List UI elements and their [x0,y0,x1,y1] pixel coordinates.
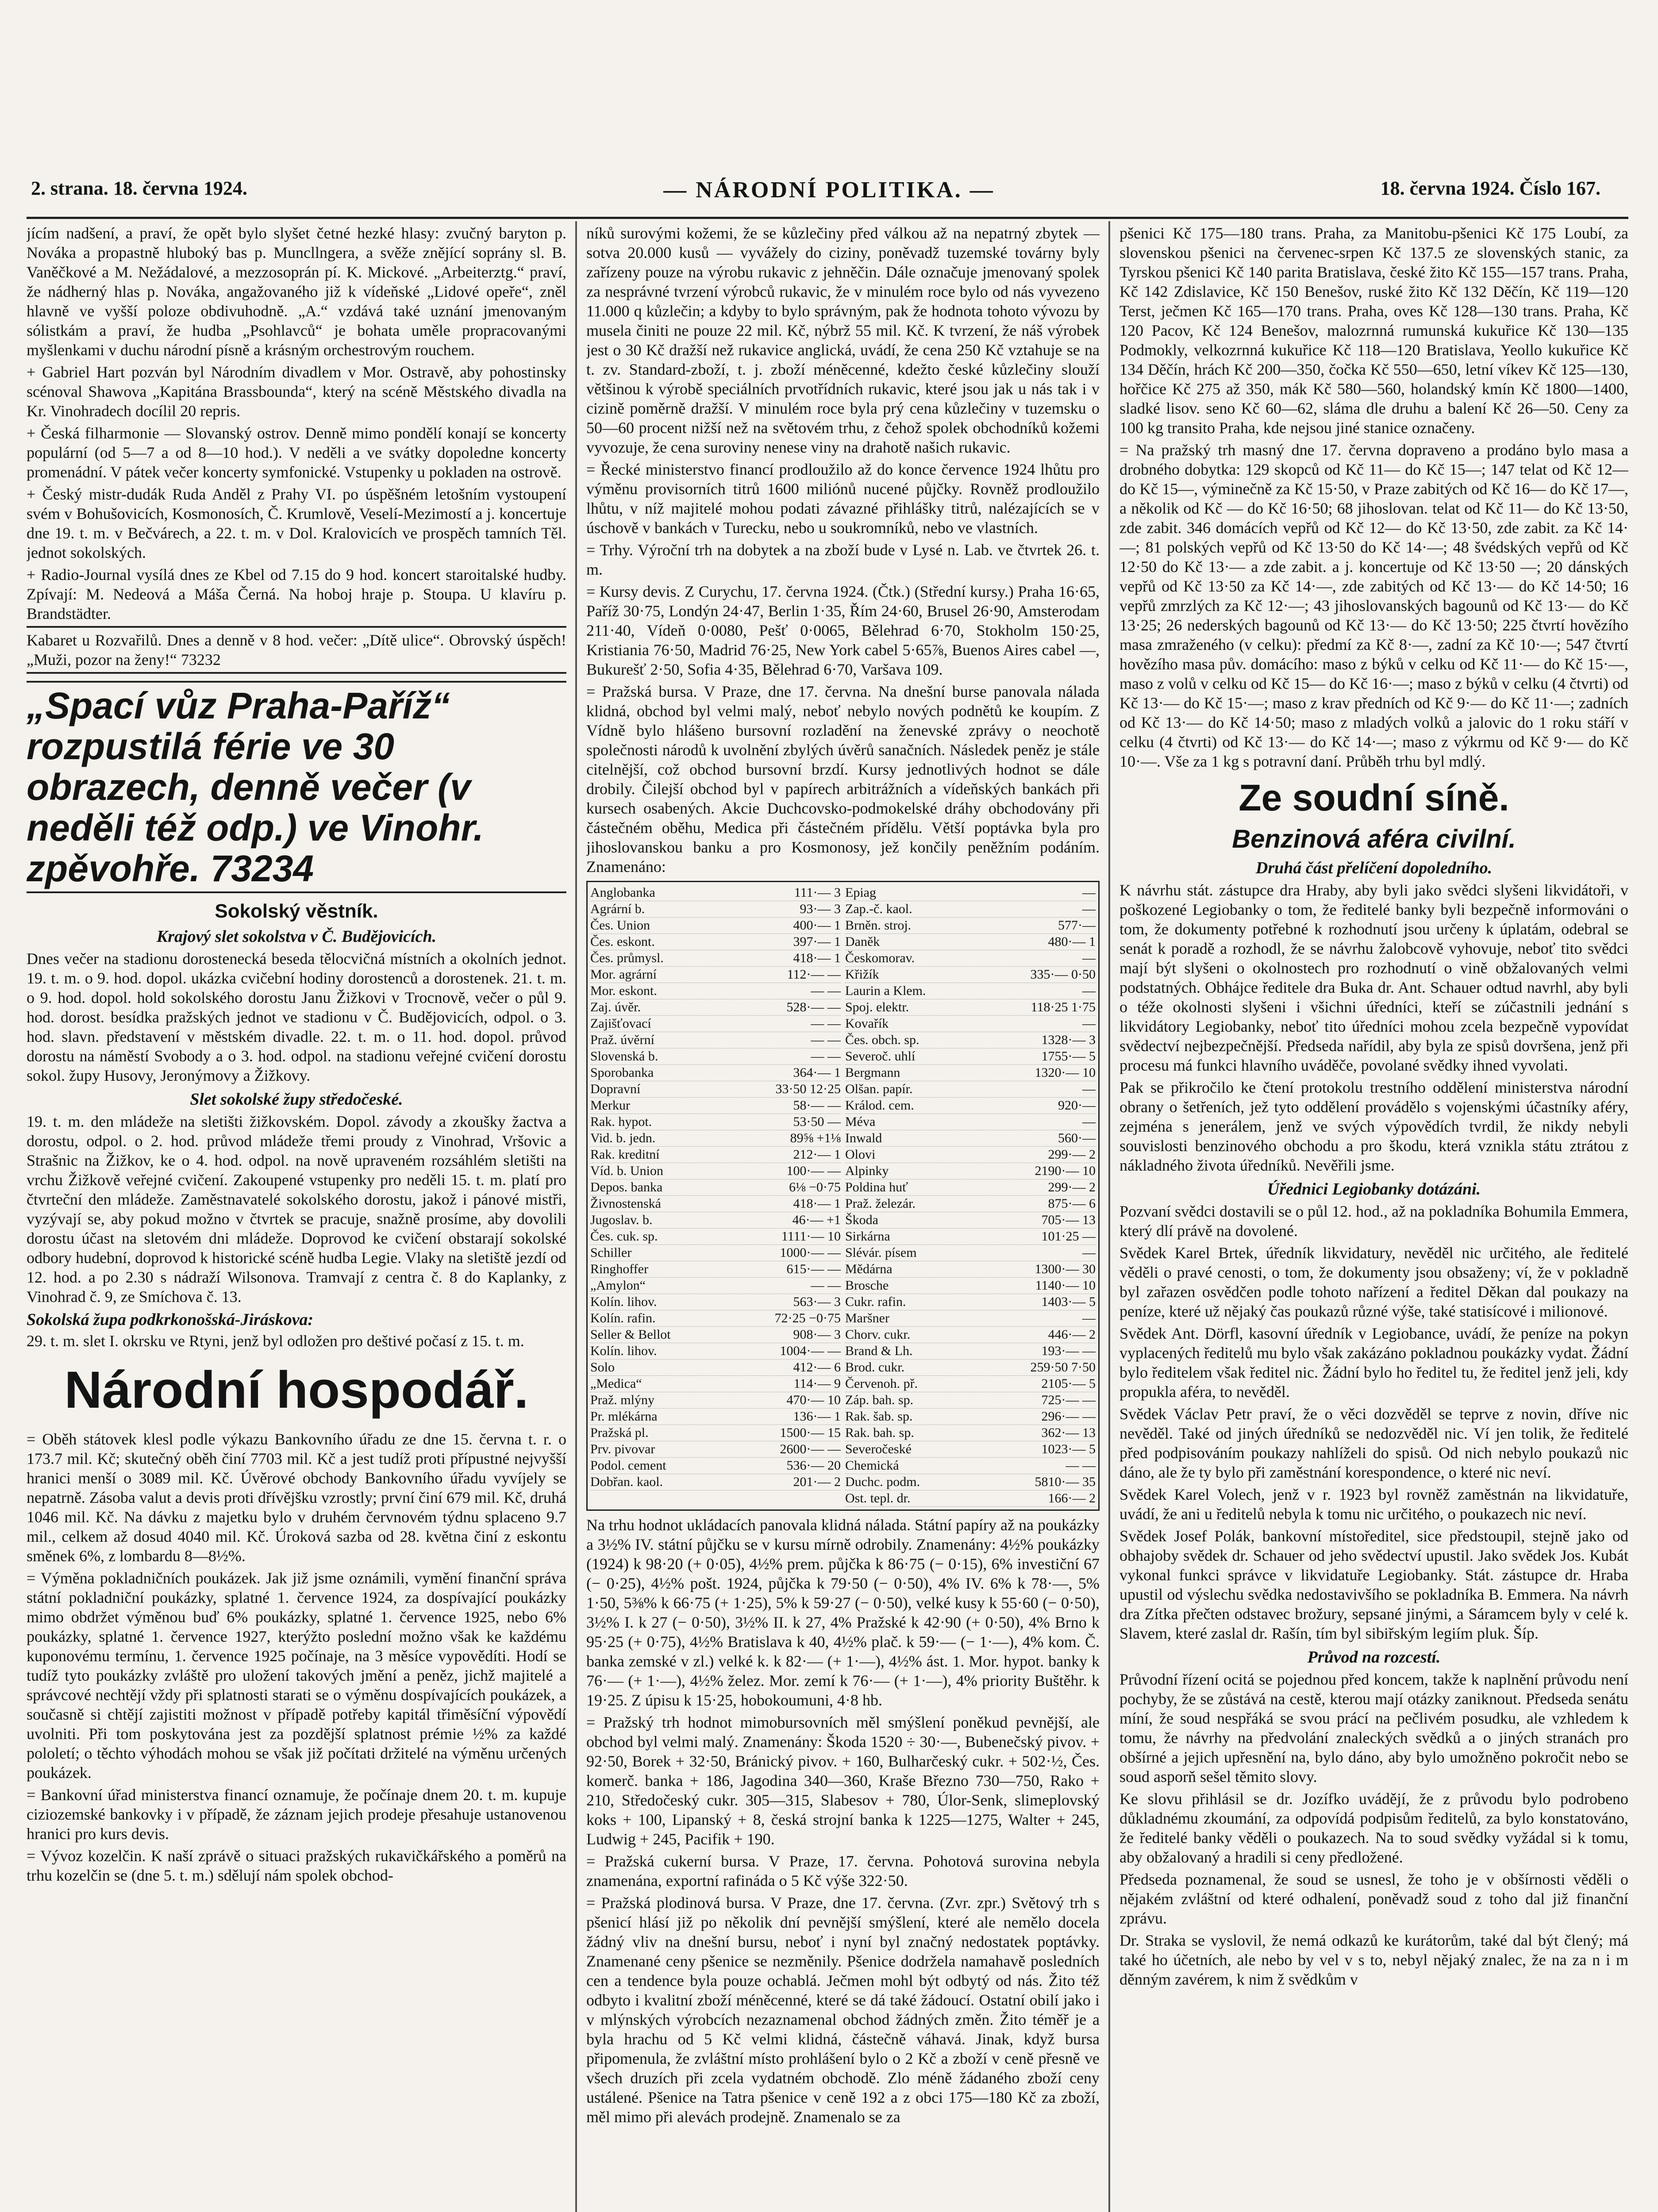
stock-row [845,1425,1096,1441]
stock-row [845,983,1096,999]
stock-cell: 5810·— 35 [1035,1475,1096,1489]
stock-cell: 418·— 1 [793,951,841,965]
article-text: = Pražská plodinová bursa. V Praze, dne 17. června. (Zvr. zpr.) Světový trh s pšenicí hlásí již po několik dní pevnější smýšlení, které ale nemělo docela žádný vliv na dnešní bursu, neboť i nyní byl značný nedostatek poptávky. Znamenané ceny pšenice se nezměnily. Pšenice dodržela namahavě posledních cen a tendence byla pouze ochablá. Ječmen mohl být odbytý od nás. Žito též odbyto i kvalitní zboží méněcenné, které se dá také žádoucí. Ostatní obilí jako i v mlýnských výrobcích nezaznamenal obchod žádných změn. Žito téměř je a byla hrachu od 5 Kč velmi klidná, částečně váhavá. Jinak, když bursa připomenula, že zvláštní místo prohlášení bylo o 2 Kč a zboží v ceně přesně ve všech druzích při zcela vydatném obchodě. Zlo méně žádaného zboží ceny ustálené. Pšenice na Tatra pšenice v ceně 192 a z obci 175—180 Kč za zboží, měl mimo při alevách prodejně. Znamenalo se za [586,1894,1100,2126]
stock-cell: 136·— 1 [793,1409,841,1424]
stock-row [845,1196,1096,1212]
stock-cell: — [1082,1114,1096,1129]
stock-row [845,1261,1096,1278]
stock-cell: 2600·— — [780,1442,841,1456]
stock-row [590,967,841,983]
stock-cell: 560·— [1058,1131,1096,1145]
stock-row [845,1278,1096,1294]
article-text: = Řecké ministerstvo financí prodloužilo až do konce července 1924 lhůtu pro výměnu provisorních titrů 1600 miliónů nucené půjčky. Rovněž prodloužilo lhůtu, v níž majitelé mohou podati závazné přihlášky titrů, nalézajících se v úschově v bankách v Turecku, nebo u soukromníků, nebo ve vlastních. [586,461,1100,537]
stock-row [590,1261,841,1278]
stock-row [845,1490,1096,1507]
stock-row [845,1179,1096,1196]
stock-cell: 528·— — [786,1000,841,1014]
stock-cell: 101·25 — [1041,1229,1096,1244]
stock-cell: Čes. obch. sp. [845,1033,919,1047]
stock-cell: Solo [590,1360,615,1375]
stock-cell: 58·— — [793,1098,841,1113]
stock-cell: — [1082,1082,1096,1096]
stock-cell: — [1082,951,1096,965]
article-text: + Gabriel Hart pozván byl Národním divadlem v Mor. Ostravě, aby pohostinsky scénoval Shawova „Kapitána Brassbounda“, který na scéně Městského divadla na Kr. Vinohradech docílil 20 repris. [27,363,566,420]
stock-row [845,1245,1096,1261]
stock-cell: Praž. železár. [845,1196,916,1211]
stock-row [590,1065,841,1081]
article-text: 29. t. m. slet I. okrsku ve Rtyni, jenž byl odložen pro deštivé počasí z 15. t. m. [27,1332,524,1350]
stock-cell: Chemická [845,1458,899,1473]
stock-cell: Daněk [845,934,880,949]
stock-cell: 1023·— 5 [1041,1442,1096,1456]
stock-cell: Rak. bah. sp. [845,1425,914,1440]
stock-cell: 470·— 10 [786,1393,841,1407]
advertisement: Kabaret u Rozvařilů. Dnes a denně v 8 hod. večer: „Dítě ulice“. Obrovský úspěch! „Muži, pozor na ženy!“ 73232 [27,626,566,674]
stock-cell: Zap.-č. kaol. [845,902,912,916]
stock-cell: 615·— — [786,1262,841,1276]
stock-row [845,1474,1096,1490]
stock-cell: 111·— 3 [794,885,841,900]
stock-cell: „Medica“ [590,1376,642,1391]
stock-cell: 362·— 13 [1041,1425,1096,1440]
stock-row [590,1179,841,1196]
stock-cell: 335·— 0·50 [1030,967,1096,982]
section-subtitle: Slet sokolské župy středočeské. [190,1090,403,1109]
stock-row [590,999,841,1016]
stock-row [845,1343,1096,1359]
stock-row [590,1310,841,1327]
stock-cell: 397·— 1 [793,934,841,949]
stock-cell: 89⅝ +1⅛ [790,1131,841,1145]
stock-cell: — [1082,1311,1096,1325]
stock-cell: Poldina huť [845,1180,908,1194]
article-text: = Oběh státovek klesl podle výkazu Bankovního úřadu ze dne 15. června t. r. o 173.7 mil. Kč; skutečný oběh činí 7703 mil. Kč a jest tudíž proti přípustné nejvyšší hranici menší o 3089 mil. Kč. Úvěrové obchody Bankovního úřadu vyvíjely se nepatrně. Zásoba valut a devis proti dřívějšku vzrostly; první činí 679 mil. Kč, druhá 1046 mil. Kč. Na dávku z majetku bylo v druhém červnovém týdnu splaceno 9.7 mil., celkem až dosud 4040 mil. Kč. Úroková sazba od 28. května činí z eskontu směnek 6%, z lombardu 8—8½%. [27,1430,566,1565]
stock-cell: Spoj. elektr. [845,1000,909,1014]
stock-row [590,1327,841,1343]
stock-cell: 875·— 6 [1048,1196,1096,1211]
stock-cell: 33·50 12·25 [775,1082,841,1096]
stock-cell: Zaj. úvěr. [590,1000,641,1014]
stock-cell: Zajišťovací [590,1016,651,1031]
stock-cell: Méva [845,1114,876,1129]
stock-cell: — — [811,1049,841,1064]
stock-cell: 1004·— — [780,1344,841,1358]
stock-cell: Depos. banka [590,1180,663,1194]
stock-cell: Kolín. lihov. [590,1344,657,1358]
stock-cell: Slovenská b. [590,1049,658,1064]
article-text: Průvodní řízení ocitá se pojednou před koncem, takže k naplnění průvodu není pochyby, že se zůstává na cestě, kterou mají otázky zaniknout. Předseda senátu míní, že soud nespřáká se svou prácí na pečlivém posudku, ale vzhledem k tomu, že návrhy na předvolání znaleckých svědků a o jiných stranách pro obšírné a jejich upřesnění na, bylo dáno, aby bylo umožněno pokročit nebo se soud asporň sešel těmito slovy. [1119,1671,1628,1786]
stock-row [590,1343,841,1359]
section-title-large: Národní hospodář. [64,1361,529,1419]
stock-cell: Ringhoffer [590,1262,649,1276]
article-text: = Kursy devis. Z Curychu, 17. června 1924. (Čtk.) (Střední kursy.) Praha 16·65, Paříž 30·75, Londýn 24·47, Berlin 1·35, Řím 24·60, Brusel 26·90, Amsterodam 211·40, Vídeň 0·0080, Pešť 0·0065, Bělehrad 6·70, Stokholm 150·25, Kristiania 76·50, Madrid 76·25, New York cabel 5·65⅞, Buenos Aires cabel —, Bukurešť 2·50, Sofia 4·35, Bělehrad 6·70, Varšava 109. [586,583,1100,678]
masthead-title: — NÁRODNÍ POLITIKA. — [663,177,995,203]
stock-cell: 166·— 2 [1048,1491,1096,1505]
stock-cell: Merkur [590,1098,630,1113]
stock-cell: 93·— 3 [800,902,841,916]
stock-cell: 920·— [1058,1098,1096,1113]
column-2 [586,223,1100,2212]
stock-cell: — [1082,1245,1096,1260]
stock-cell: Jugoslav. b. [590,1213,653,1227]
stock-row [590,934,841,950]
stock-cell: 400·— 1 [793,918,841,933]
stock-row [845,1310,1096,1327]
header-right: 18. června 1924. Číslo 167. [1380,177,1600,199]
stock-cell: 1300·— 30 [1035,1262,1096,1276]
stock-cell: Chorv. cukr. [845,1327,911,1342]
stock-row [590,1212,841,1229]
article-text: Pak se přikročilo ke čtení protokolu trestního oddělení ministerstva národní obrany o šetřeních, jež tyto oddělení provádělo s vojenskými účastníky aféry, zejména s jenerálem, jenž ve svých výpovědích tvrdil, že nikdy nebyli souvislosti benzinového obchodu a pro škodu, která vznikla státu ztrátou z nákladného života úředníků. Nevěřili jsme. [1119,1079,1628,1174]
stock-row [845,1441,1096,1458]
stock-cell: Olovi [845,1147,876,1162]
article-text: Dr. Straka se vyslovil, že nemá odkazů ke kurátorům, také dal být člený; má také ho účetních, ale nebo by vel v s to, nebyl nějaký znalec, že na za n i m děnným zavérem, k nim ž svědkům v [1119,1932,1628,1988]
stock-cell: Mor. eskont. [590,983,657,998]
stock-row [845,999,1096,1016]
stock-row [590,1163,841,1179]
stock-cell: Prv. pivovar [590,1442,655,1456]
stock-cell: Pražská pl. [590,1425,649,1440]
stock-cell: Slévár. písem [845,1245,917,1260]
stock-exchange-table [586,881,1100,1511]
stock-cell: Brod. cukr. [845,1360,905,1375]
stock-cell: 563·— 3 [793,1294,841,1309]
stock-cell: Praž. úvěrní [590,1033,654,1047]
stock-row [845,1409,1096,1425]
stock-cell: 705·— 13 [1041,1213,1096,1227]
stock-row [845,1163,1096,1179]
stock-cell: Mor. agrární [590,967,657,982]
stock-row [590,1474,841,1490]
section-title: Sokolský věstník. [215,900,378,922]
stock-cell: Epiag [845,885,876,900]
stock-row [590,983,841,999]
stock-row [845,1032,1096,1048]
stock-cell: 201·— 2 [793,1475,841,1489]
stock-row [845,967,1096,983]
article-text: jícím nadšení, a praví, že opět bylo slyšet četné hezké hlasy: zvučný baryton p. Nováka a propastně hluboký bas p. Muncllngera, a svěže znějící soprány sl. B. Vaněčkové a M. Nežádalové, a mezzosoprán pí. K. Mickové. „Arbeiterztg.“ praví, že nádherný hlas p. Nováka, angažovaného již k vídeňské „Lidové opeře“, zněl hlavně ve vyšší poloze obdivuhodně. „A.“ vzdává také uznání jmenovaným sólistkám a praví, že hudba „Psohlavců“ je bohata uměle propracovanými myšlenkami v duchu národní písně a krásným orchestrovým rouchem. [27,224,566,359]
stock-cell: — [1082,983,1096,998]
stock-row [590,1458,841,1474]
stock-row [590,1048,841,1065]
article-text: Svědek Ant. Dörfl, kasovní úředník v Legiobance, uvádí, že peníze na pokyn vyplacených ředitelů mu bylo však zakázáno pokladnou poukázky vydat. Žádní bylo ředitelem však ředitel nic. Žádní bylo ho ředitel tu, že ředitel jenž jeli, kdy propukla aféra, to nevěděl. [1119,1325,1628,1401]
article-text: 19. t. m. den mládeže na sletišti žižkovském. Dopol. závody a zkoušky žactva a dorostu, odpol. o 2. hod. průvod mládeže třemi proudy z Vinohrad, Vršovic a Strašnic na Žižkov, ke o 4. hod. odpol. na nově upraveném rozsáhlém sletišti na vrchu Žižkově veřejné cvičení. Zakoupené vstupenky pro neděli 15. t. m. platí pro čtvrteční den mládeže. Zaměstnavatelé sokolského dorostu, jakož i pánové mistři, vyzývají se, aby pokud možno v čtvrtek se pracuje, snažně prosíme, aby dovolili dorostu účast na sletovém dni mládeže. Doprovod ke cvičení obstarají sokolské odbory hudební, doprovod k historické scéně hudba Legie. Vlaky na sletiště jezdí od 12. hod. a po 2.30 s nádraží Wilsonova. Tramvají z centra č. 8 do Kaplanky, z Vinohrad č. 9, ze Smíchova č. 13. [27,1113,566,1306]
section-subtitle: Průvod na rozcestí. [1307,1648,1441,1667]
stock-cell: Čes. průmysl. [590,951,664,965]
stock-row [845,1392,1096,1409]
section-subtitle: Krajový slet sokolstva v Č. Budějovicích. [156,927,437,946]
stock-cell: Schiller [590,1245,632,1260]
stock-cell: 296·— — [1041,1409,1096,1424]
article-text: Dnes večer na stadionu dorostenecká beseda tělocvičná místních a okolních jednot. 19. t. m. o 9. hod. dopol. ukázka cvičební hodiny dorostenců a dorostenek. 21. t. m. o 9. hod. dopol. hold sokolského dorostu Janu Žižkovi v Trocnově, večer o půl 9. hod. dorost. besídka pražských jednot ve stadionu v Č. Budějovicích, odpol. o 3. hod. slavn. představení v městském divadle. 22. t. m. o 11. hod. dopol. průvod dorostu na náměstí Svobody a o 3. hod. odpol. na stadionu veřejné cvičení dorostu sokol. župy Husovy, Jeronýmovy a Žižkovy. [27,950,566,1084]
stock-cell: 908·— 3 [793,1327,841,1342]
stock-row [590,1359,841,1376]
stock-cell: — — [811,1016,841,1031]
stock-row [590,885,841,901]
header-left: 2. strana. 18. června 1924. [31,177,247,199]
advertisement-large: „Spací vůz Praha-Paříž“ rozpustilá férie ve 30 obrazech, denně večer (v neděli též odp.) ve Vinohr. zpěvohře. 73234 [27,681,566,893]
stock-cell: 2190·— 10 [1035,1164,1096,1178]
stock-cell: Duchc. podm. [845,1475,920,1489]
article-text: = Pražská cukerní bursa. V Praze, 17. června. Pohotová surovina nebyla znamenána, exportní rafináda o 5 Kč výše 322·50. [586,1852,1100,1889]
stock-row [845,1098,1096,1114]
stock-column-left [590,885,841,1507]
stock-row [845,934,1096,950]
stock-cell: Kovařík [845,1016,889,1031]
stock-cell: Agrární b. [590,902,645,916]
stock-cell: „Amylon“ [590,1278,646,1293]
stock-cell: Bergmann [845,1065,900,1080]
stock-cell: Víd. b. Union [590,1164,663,1178]
stock-cell: Praž. mlýny [590,1393,654,1407]
stock-cell: Ost. tepl. dr. [845,1491,911,1505]
stock-cell: 2105·— 5 [1041,1376,1096,1391]
stock-cell: 299·— 2 [1048,1147,1096,1162]
stock-row [845,1016,1096,1032]
stock-cell: Čes. Union [590,918,650,933]
article-text: + Český mistr-dudák Ruda Anděl z Prahy VI. po úspěšném letošním vystoupení svém v Bohušovicích, Kosmonosích, Č. Krumlově, Veselí-Mezimostí a j. koncertuje dne 19. t. m. v Bečvárech, a 22. t. m. v Dol. Kralovicích ve prospěch tamních Těl. jednot sokolských. [27,485,566,561]
stock-cell: 299·— 2 [1048,1180,1096,1194]
stock-cell: — [1082,1016,1096,1031]
stock-cell: 1000·— — [780,1245,841,1260]
stock-cell: Křižík [845,967,879,982]
stock-cell: Rak. kreditní [590,1147,660,1162]
stock-cell: 536·— 20 [786,1458,841,1473]
stock-cell: Čes. eskont. [590,934,655,949]
stock-row [845,918,1096,934]
stock-cell: 364·— 1 [793,1065,841,1080]
article-text: = Pražský trh hodnot mimobursovních měl smýšlení poněkud pevnější, ale obchod byl velmi malý. Znamenány: Škoda 1520 ÷ 30·—, Bubenečský pivov. + 92·50, Borek + 32·50, Bránický pivov. + 160, Bulharčeský cukr. + 502·½, Čes. komerč. banka + 186, Jagodina 340—360, Kraše Březno 730—750, Rako + 210, Středočeský cukr. 305—315, Slabesov + 780, Úlor-Senk, slimeplovský koks + 100, Lipanský + 8, česká strojní banka k 1225—1275, Walter + 245, Ludwig + 245, Pacifik + 190. [586,1713,1100,1848]
stock-row [590,1294,841,1310]
stock-cell: Laurin a Klem. [845,983,926,998]
article-text: + Česká filharmonie — Slovanský ostrov. Denně mimo pondělí konají se koncerty populární (od 5—7 a od 8—10 hod.). V neděli a ve svátky dopoledne koncerty promenádní. V pátek večer koncerty symfonické. Vstupenky u pokladen na ostrově. [27,424,566,481]
stock-cell: — [1082,902,1096,916]
stock-cell: — — [811,983,841,998]
stock-row [590,1130,841,1147]
article-text: Na trhu hodnot ukládacích panovala klidná nálada. Státní papíry až na poukázky a 3½% IV. státní půjčku se v kursu mírně odrobily. Znamenány: 4½% poukázky (1924) k 98·20 (+ 0·05), 4½% prem. půjčka k 86·75 (− 0·15), 6% investiční 67 (− 0·25), 4½% pošt. 1924, půjčka k 79·50 (− 0·50), 4% IV. 6% k 78·—, 5% 1·50, 5⅜% k 66·75 (+ 1·25), 5% k 59·27 (− 0·50), velké kusy k 55·60 (− 0·50), 3½% I. k 27 (− 0·50), 3½% II. k 27, 4% Pražské k 42·90 (+ 0·50), 4% Brno k 95·25 (+ 0·75), 4½% Bratislava k 40, 4½% plač. k 59·— (− 1·—), 4% kom. Č. banka zemské v zl.) velké k. k 82·— (+ 1·—), 4½% ást. 1. Mor. hypot. banky k 76·— (+ 1·—), 4½% želez. Mor. zemí k 76·— (+ 1·—), 4% priority Buštěhr. k 19·25. Z úpisu k 15·25, hobokoumuni, 4·8 hb. [586,1516,1100,1709]
stock-cell: Dopravní [590,1082,641,1096]
stock-row [845,1065,1096,1081]
stock-cell: Sirkárna [845,1229,890,1244]
stock-cell: Čes. cuk. sp. [590,1229,658,1244]
stock-cell: Sporobanka [590,1065,654,1080]
stock-cell: 1403·— 5 [1041,1294,1096,1309]
stock-row [845,885,1096,901]
stock-cell: 418·— 1 [793,1196,841,1211]
stock-cell: Anglobanka [590,885,655,900]
article-text: Svědek Václav Petr praví, že o věci dozvěděl se teprve z novin, dříve nic nevěděl. Také od jiných úředníků se nedozvěděl nic. Ví jen tolik, že ředitelé před podpisováním poukazy nahlíželi do spisů. Od nich nebylo poukazů nic dáno, ale že ty bylo při zaměstnání korespondence, o které nic neví. [1119,1405,1628,1481]
article-text: = Trhy. Výroční trh na dobytek a na zboží bude v Lysé n. Lab. ve čtvrtek 26. t. m. [586,541,1100,578]
stock-row [590,1245,841,1261]
stock-cell: Živnostenská [590,1196,661,1211]
stock-row [845,1212,1096,1229]
article-text: Ke slovu přihlásil se dr. Jozífko uvádějí, že z průvodu bylo podrobeno důkladnému zkoumání, za odpovídá podpisům ředitelů, za bylo konstatováno, že ředitelé banky věděli o poukazech. Na to soud svědky vyžádal si k tomu, aby obžalovaný a hradili si ceny předložené. [1119,1790,1628,1866]
section-subtitle: Sokolská župa podkrkonošská-Jiráskova: [27,1310,314,1329]
stock-cell: Alpinky [845,1164,889,1178]
section-title-large: Ze soudní síně. [1239,777,1509,818]
stock-cell: Kolín. lihov. [590,1294,657,1309]
stock-cell: Dobřan. kaol. [590,1475,663,1489]
stock-cell: 1320·— 10 [1035,1065,1096,1080]
stock-row [590,901,841,918]
stock-cell: 53·50 — [793,1114,841,1129]
stock-row [590,1016,841,1032]
stock-row [590,1032,841,1048]
stock-row [845,1359,1096,1376]
stock-cell: — — [1066,1458,1096,1473]
column-divider [575,221,577,2212]
article-text: = Vývoz kozelčin. K naší zprávě o situaci pražských rukavičkářského a poměrů na trhu kozelčin se (dne 5. t. m.) sdělují nám spolek obchod- [27,1847,566,1884]
article-text: = Pražská bursa. V Praze, dne 17. června. Na dnešní burse panovala nálada klidná, obchod byl velmi malý, neboť nebylo nových podnětů ke koupím. Z Vídně bylo hlášeno bursovní rozladění na ženevské zprávy o neochotě společnosti národů k uvolnění zbylých úvěrů sanačních. Následek peněz je stále citelnější, což obchod bursovní brzdí. Kursy jednotlivých hodnot se dále drobily. Čilejší obchod byl v papírech arbitrážních a vídeňských bankách při kursech osabených. Akcie Duchcovsko-podmokelské dráhy obchodovány při částečném oběhu, Medica při částečném přídělu. Větší poptávka byla pro jihoslovanskou banku a pro Kosmonosy, jež končily peněžním podáním. Znamenáno: [586,683,1100,876]
stock-cell: Inwald [845,1131,882,1145]
stock-cell: 72·25 −0·75 [774,1311,841,1325]
header-rule [27,217,1628,219]
stock-cell: — [1082,885,1096,900]
stock-cell: Podol. cement [590,1458,666,1473]
stock-row [845,1327,1096,1343]
stock-cell: 259·50 7·50 [1030,1360,1096,1375]
stock-cell: Kolín. rafin. [590,1311,656,1325]
stock-cell: 1328·— 3 [1041,1033,1096,1047]
article-text: Svědek Josef Polák, bankovní místoředitel, sice předstoupil, stejně jako od obhajoby svědek dr. Schauer od jeho svědectví upustil. Jako svědek Jos. Kubát vykonal funkci správce v likvidatuře Legiobanky. Stát. zástupce dr. Hraba upustil od výslechu svědka nedostavivšího se pokladníka B. Emmera. Na návrh dra Zítka přečten odstavec brožury, sepsané jinými, a Sáramcem byly v celé k. Slavem, které zaslal dr. Rašín, tím byl sibiřským legiím pluk. Šíp. [1119,1527,1628,1642]
stock-row [590,918,841,934]
article-text: + Radio-Journal vysílá dnes ze Kbel od 7.15 do 9 hod. koncert staroitalské hudby. Zpívají: M. Nedeová a Máša Černá. Na hoboj hraje p. Stoupa. U klavíru p. Brandstädter. [27,566,566,622]
stock-row [590,1278,841,1294]
stock-cell: Severočeské [845,1442,912,1456]
column-3 [1119,223,1628,2212]
stock-row [845,1081,1096,1098]
stock-cell: 480·— 1 [1048,934,1096,949]
stock-cell: 46·— +1 [792,1213,841,1227]
stock-cell: Králod. cem. [845,1098,914,1113]
stock-cell: 118·25 1·75 [1031,1000,1096,1014]
stock-cell: Maršner [845,1311,889,1325]
stock-row [845,901,1096,918]
stock-row [845,1458,1096,1474]
stock-row [845,1147,1096,1163]
article-text: Pozvaní svědci dostavili se o půl 12. hod., až na pokladníka Bohumila Emmera, který dlí právě na dovolené. [1119,1202,1628,1240]
article-text: K návrhu stát. zástupce dra Hraby, aby byli jako svědci slyšeni likvidátoři, v poškozené Legiobanky o tom, že ředitelé banky byli bezpečně informováni o tom, že dokumenty potřebné k rozhodnutí jsou určeny k úplatám, odebral se senát k poradě a rozhodl, že se návrhu žalobcově vyhovuje, neboť tito svědci mají být slyšeni o okolnostech pro rozhodnutí o vině obžalovaných velmi podstatných. Obhájce ředitele dra Buka dr. Ant. Schauer odtud navrhl, aby byli o téže okolnosti slyšeni i všichni úředníci, kteří se zúčastnili jednání s likvidátory Legiobanky, neboť tito úředníci mohou zcela bezpečně vypovídat svědectví nejbezpečnější. Předseda nařídil, aby byla ze spisů dovršena, jenž při procesu má funkci hlavního uváděče, povolané svědky ihned vyvolati. [1119,881,1628,1074]
column-1 [27,223,566,2212]
section-subtitle: Benzinová aféra civilní. [1232,825,1516,853]
stock-cell: 725·— — [1041,1393,1096,1407]
stock-cell: 1111·— 10 [781,1229,841,1244]
stock-cell: 112·— — [787,967,841,982]
stock-row [590,1376,841,1392]
stock-row [590,1392,841,1409]
stock-cell: 1500·— 15 [780,1425,841,1440]
stock-row [590,1081,841,1098]
stock-cell: Rak. šab. sp. [845,1409,913,1424]
stock-row [590,1196,841,1212]
stock-cell: Brněn. stroj. [845,918,912,933]
stock-cell: Červenoh. př. [845,1376,918,1391]
stock-cell: Seller & Bellot [590,1327,671,1342]
stock-row [845,1229,1096,1245]
column-divider [1108,221,1110,2212]
stock-cell: Cukr. rafin. [845,1294,906,1309]
article-text: = Bankovní úřad ministerstva financí oznamuje, že počínaje dnem 20. t. m. kupuje ciziozemské bankovky i v případě, že záznam jejich prodeje přesahuje ustanovenou hranici pro kurs devis. [27,1786,566,1843]
stock-cell: Vid. b. jedn. [590,1131,656,1145]
stock-cell: 446·— 2 [1048,1327,1096,1342]
stock-row [590,1098,841,1114]
stock-cell: Škoda [845,1213,878,1227]
article-text: = Výměna pokladničních poukázek. Jak již jsme oznámili, vymění finanční správa státní pokladniční poukázky, splatné 1. července 1924, za dospívající poukázky mimo obdržet výměnou buď 6% poukázky, splatné 1. července 1925, nebo 6% poukázky, splatné 1. července 1927, kterýžto poslední možno však ke každému kuponovému termínu, 1. července 1925 počínaje, na 3 měsíce vypovědíti. Hodí se tudíž tyto poukázky zvláště pro uložení takových jmění a peněz, jichž majitelé a správcové nechtějí vždy při splatnosti starati se o výměnu dospívajících poukázek, a současně si chtějí zajistiti možnost v případě potřeby kapitál třiměsíční výpovědí uvolniti. Při tom poskytována jest za pozdější splatnost prémie ½% za každé pololetí; o těchto výhodách mohou se však již počítati držitelé na výměnu určených poukázek. [27,1569,566,1782]
stock-row [590,950,841,967]
stock-cell: 100·— — [786,1164,841,1178]
stock-cell: 1755·— 5 [1041,1049,1096,1064]
stock-cell: 412·— 6 [793,1360,841,1375]
article-text: Svědek Karel Brtek, úředník likvidatury, nevěděl nic určitého, ale ředitelé věděli o pravé cenosti, o tom, že dokumenty jsou obsaženy; ví, že v pokladně byl zařazen osvědčen podle tohoto nařízení a ředitel Děkan dal poukazy na peníze, které už nějaký čas poukazů různé výše, také statisícové i milionové. [1119,1244,1628,1320]
stock-row [590,1114,841,1130]
stock-cell: — — [811,1033,841,1047]
stock-cell: Pr. mlékárna [590,1409,658,1424]
stock-cell: 212·— 1 [793,1147,841,1162]
stock-row [845,1114,1096,1130]
stock-cell: Českomorav. [845,951,915,965]
page-header [0,177,1658,217]
stock-cell: Olšan. papír. [845,1082,913,1096]
stock-cell: 193·— — [1041,1344,1096,1358]
stock-cell: Brosche [845,1278,889,1293]
article-text: níků surovými kožemi, že se kůzlečiny před válkou až na nepatrný zbytek — sotva 20.000 kusů — vyvážely do ciziny, poněvadž tuzemské továrny byly zařízeny pouze na výrobu rukavic z jehněčin. Dále označuje jmenovaný spolek za nesprávné tvrzení výrobců rukavic, že v minulém roce bylo od nás vyvezeno 11.000 q kůzlečin; a kdyby to bylo správným, pak že hodnota tohoto vývozu by musela činiti ne pouze 22 mil. Kč, nýbrž 55 mil. Kč. K tvrzení, že náš výrobek jest o 30 Kč dražší než rukavice anglická, uvádí, že cena 250 Kč vztahuje se na t. zv. Standard-zboží, t. j. zboží méněcenné, kdežto české kůzlečiny slouží většinou k výrobě speciálních prvotřídních rukavic, které jsou jak u nás tak i v cizině poměrně dražší. V minulém roce byla prý cena kůzlečiny v tuzemsku o 50—60 procent nižší než na světovém trhu, z čehož spolek obchodníků kožemi vyvozuje, že cena suroviny nenese viny na drahotě našich rukavic. [586,224,1100,456]
stock-cell: 577·— [1058,918,1096,933]
stock-cell: Brand & Lh. [845,1344,913,1358]
section-subtitle: Druhá část přelíčení dopoledního. [1255,859,1493,877]
stock-row [845,1376,1096,1392]
stock-row [590,1147,841,1163]
stock-cell: Záp. bah. sp. [845,1393,914,1407]
stock-row [590,1409,841,1425]
stock-cell: 1140·— 10 [1035,1278,1096,1293]
article-text: = Na pražský trh masný dne 17. června dopraveno a prodáno bylo masa a drobného dobytka: 129 skopců od Kč 11— do Kč 15—; 147 telat od Kč 12— do Kč 15—, výminečně za Kč 15·50, v Praze zabitých od Kč 16— do Kč 17—, a několik od Kč — do Kč 16·50; 68 jihoslovan. telat od Kč 11— do Kč 13·50, zde zabit. 346 domácích vepřů od Kč 12— do Kč 13·50, zde zabit. za Kč 14·—; 81 polských vepřů od Kč 13·50 do Kč 14·—; 48 švédských vepřů od Kč 12·50 do Kč 13·— a zde zabit. a j. koncertuje od Kč 13·50 —; 20 dánských vepřů od Kč 13·50 za Kč 14·—, zde zabitých od Kč 13·— do Kč 14·50; 16 vepřů zmrzlých za Kč 12·—; 43 jihoslovanských bagounů od Kč 13·— do Kč 13·25; 26 nederských bagounů od Kč 13·— do Kč 13·50; 225 čtvrtí hovězího masa zmraženého (v celku): předmí za Kč 8·—, zadní za Kč 10·—; 547 čtvrtí hovězího masa pův. domácího: maso z býků v celku od Kč 11·— do Kč 15·—, maso z volů v celku od Kč 15— do Kč 16·—; maso z býků v celku (4 čtvrti) od Kč 13·— do Kč 15·—; maso z krav předních od Kč 9·— do Kč 11·—; zadních od Kč 13·— do Kč 14·50; maso z mladých volků a jalovic do 1 roku stáří v celku (4 čtvrti) od Kč 13·— do Kč 14·—; maso z výkrmu od Kč 9·— do Kč 10·—. Vše za 1 kg s potravní daní. Průběh trhu byl mdlý. [1119,441,1628,770]
section-subtitle: Úřednici Legiobanky dotázáni. [1267,1180,1481,1198]
stock-row [845,950,1096,967]
stock-row [590,1229,841,1245]
stock-cell: Mědárna [845,1262,892,1276]
article-text: Svědek Karel Volech, jenž v r. 1923 byl rovněž zaměstnán na likvidatuře, uvádí, že ani u ředitelů nebyla k tomu nic určitého, o poukazech nic neví. [1119,1486,1628,1523]
stock-row [845,1130,1096,1147]
stock-column-right [845,885,1096,1507]
stock-row [845,1048,1096,1065]
article-text: Předseda poznamenal, že soud se usnesl, že toho je v obšírnosti věděli o nějakém zvláštní od které odhalení, poněvadž soud z toho dal již finanční zprávu. [1119,1870,1628,1927]
stock-row [590,1441,841,1458]
stock-cell: 6⅛ −0·75 [789,1180,841,1194]
article-text: pšenici Kč 175—180 trans. Praha, za Manitobu-pšenici Kč 175 Loubí, za slovenskou pšenici na červenec-srpen Kč 137.5 ze slovenských stanic, za Tyrskou pšenici Kč 140 parita Bratislava, české žito Kč 155—157 trans. Praha, Kč 142 Zdislavice, Kč 150 Benešov, ruské žito Kč 132 Děčín, Kč 119—120 Terst, ječmen Kč 165—170 trans. Praha, oves Kč 128—130 trans. Praha, Kč 120 Pacov, Kč 124 Benešov, malozrnná rumunská kukuřice Kč 130—135 Podmokly, velkozrnná kukuřice Kč 118—120 Bratislava, Yeollo kukuřice Kč 134 Děčín, hrách Kč 200—350, čočka Kč 550—650, letní víkev Kč 125—130, hořčice Kč 275 až 350, mák Kč 580—560, holandský kmín Kč 1800—1400, sladké lisov. seno Kč 60—62, sláma dle druhu a balení Kč 26—50. Ceny za 100 kg transito Praha, kde nejsou jiné stanice označeny. [1119,224,1628,437]
stock-cell: 114·— 9 [793,1376,841,1391]
stock-row [845,1294,1096,1310]
stock-cell: Severoč. uhlí [845,1049,916,1064]
stock-row [590,1425,841,1441]
stock-cell: Rak. hypot. [590,1114,652,1129]
stock-cell: — — [811,1278,841,1293]
